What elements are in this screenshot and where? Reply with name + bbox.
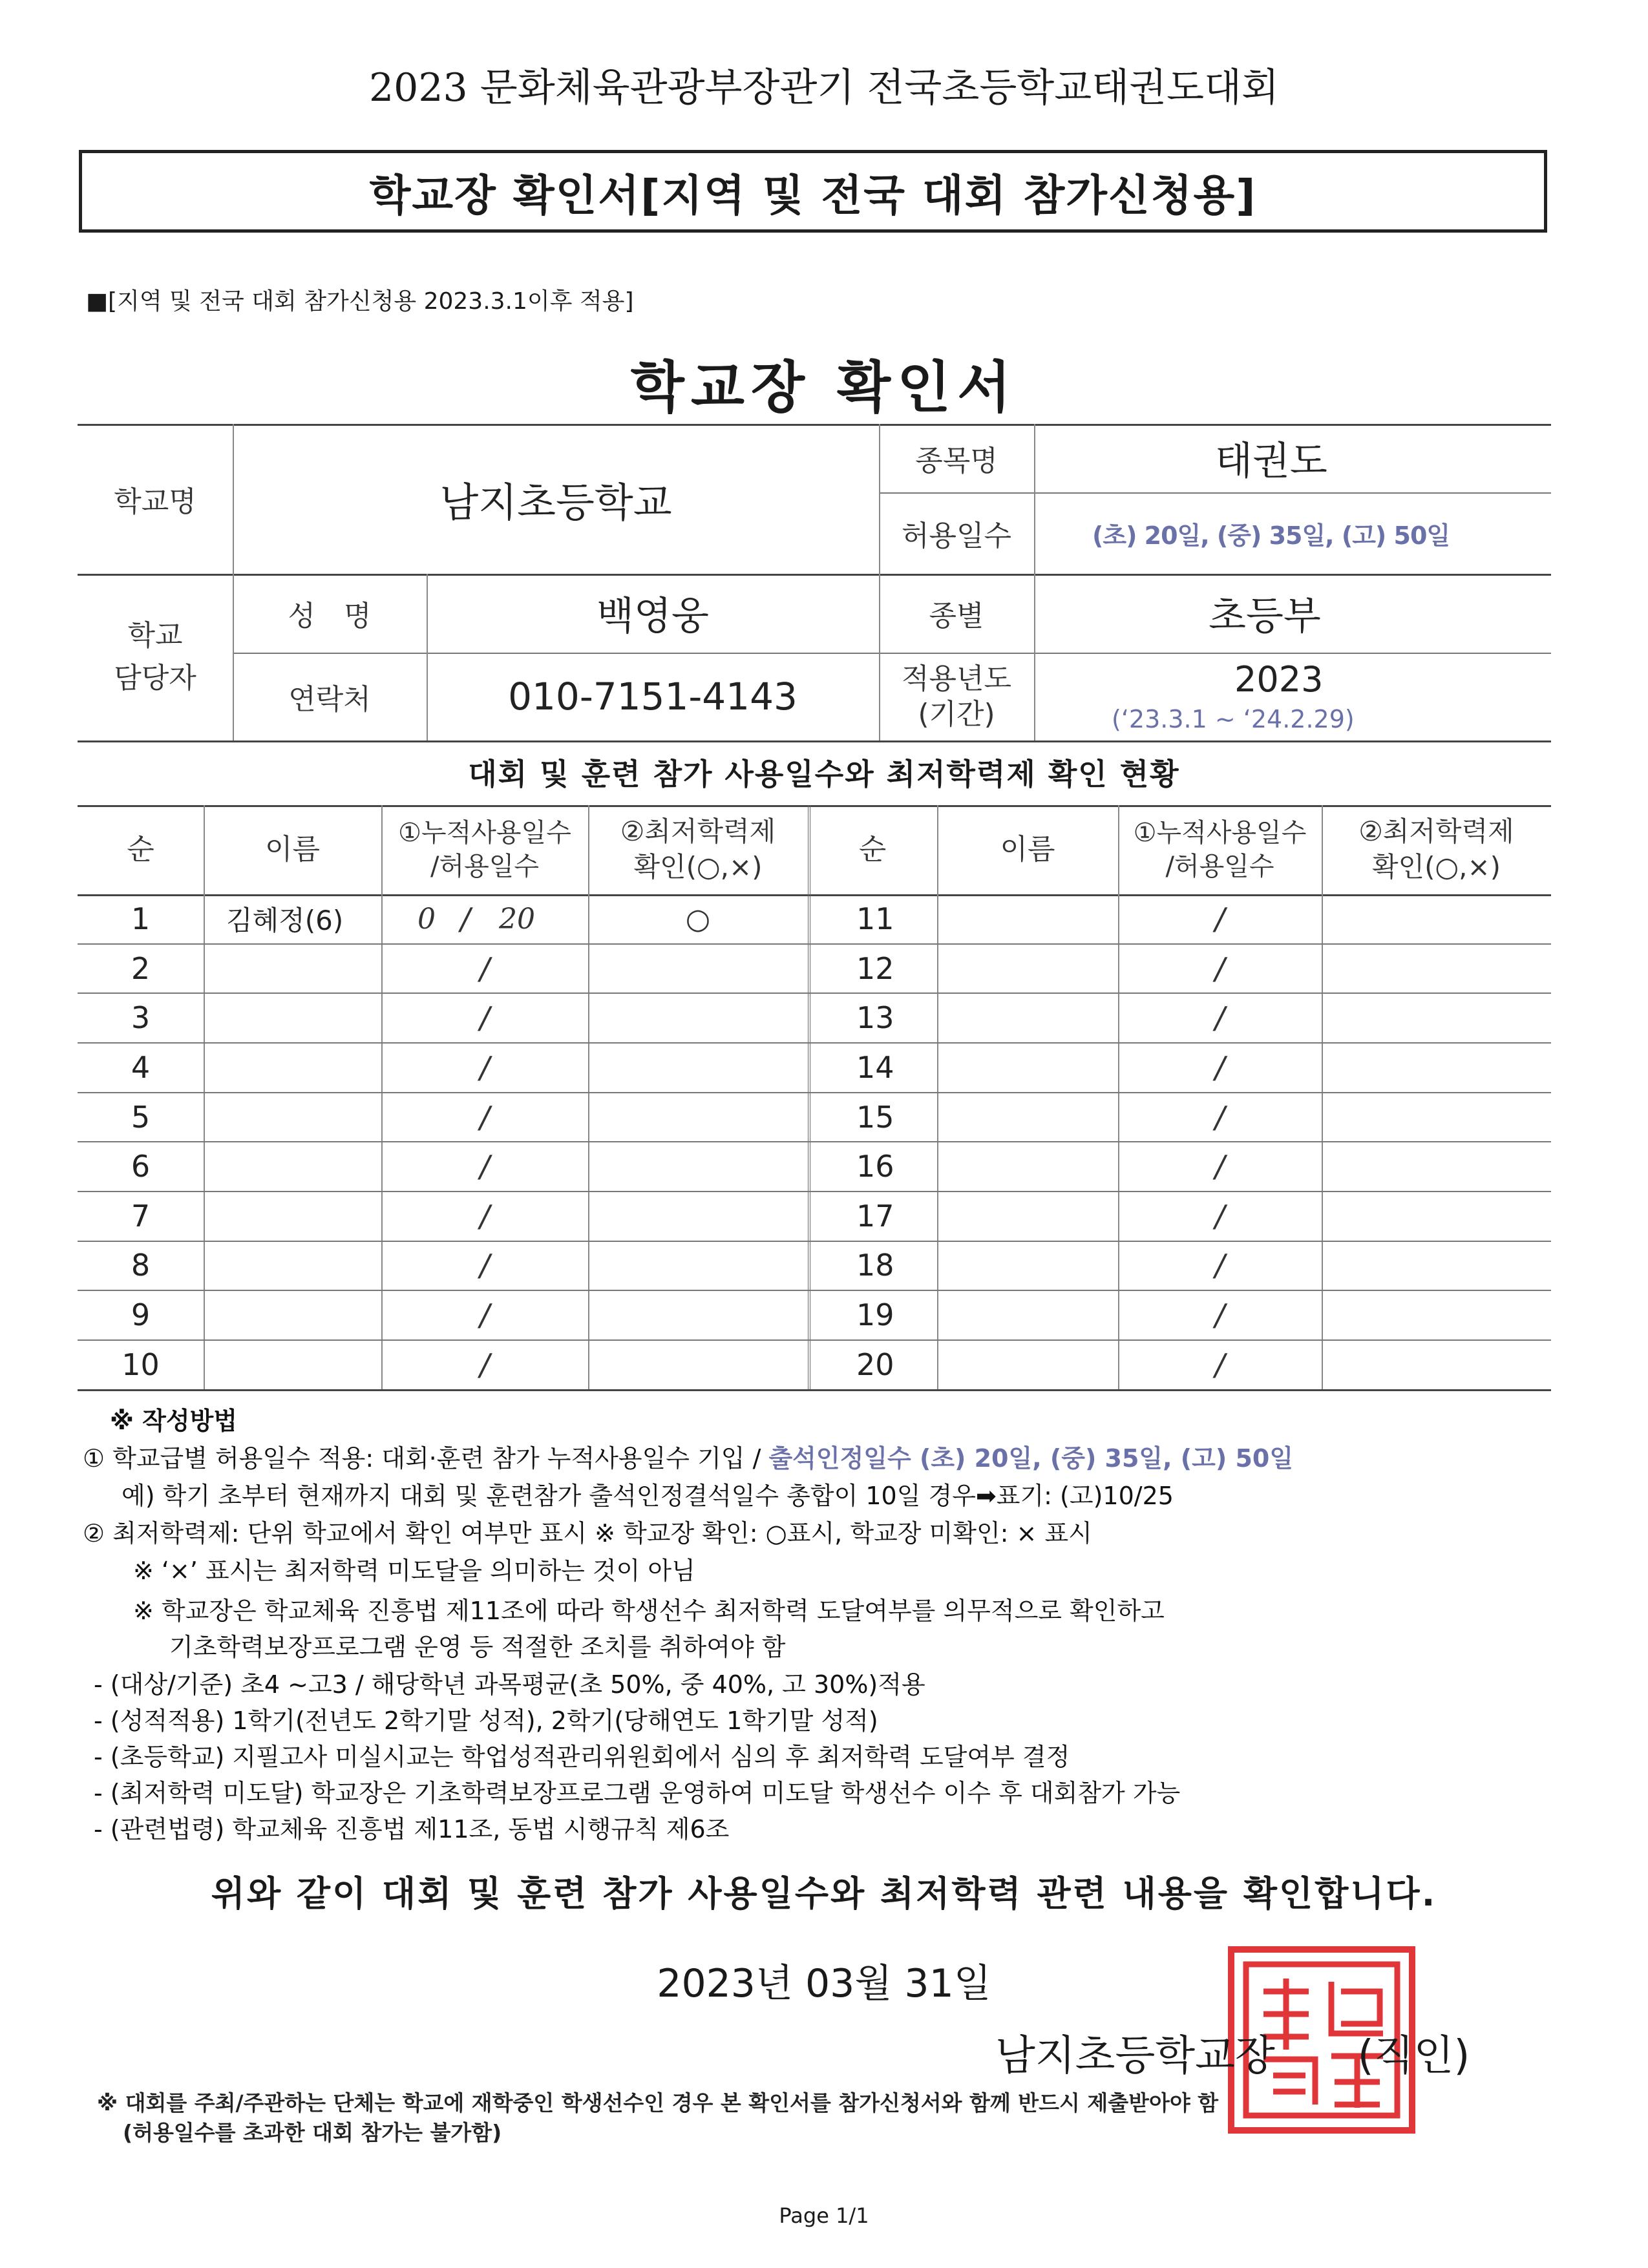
row-seq: 11 [856, 901, 894, 937]
row-days-separator: / [480, 1050, 490, 1086]
event-name-value: 태권도 [1215, 439, 1327, 484]
row-days-separator: / [1214, 1347, 1225, 1382]
instruction-note-1: ※ ‘×’ 표시는 최저학력 미도달을 의미하는 것이 아님 [133, 1557, 695, 1585]
row-academic-check [1322, 1192, 1551, 1241]
row-academic-check [588, 1043, 808, 1093]
row-name [937, 1092, 1118, 1142]
header-seq-left: 순 [127, 833, 154, 866]
division-label: 종별 [929, 600, 984, 633]
row-name [204, 1241, 381, 1290]
row-name [937, 1290, 1118, 1340]
row-seq: 4 [131, 1050, 151, 1086]
row-academic-check: ○ [685, 902, 711, 936]
row-seq: 15 [856, 1099, 894, 1135]
row-seq: 5 [131, 1099, 151, 1135]
instruction-bullet-1: - (대상/기준) 초4 ~고3 / 해당학년 과목평균(초 50%, 중 40%, 고 30%)적용 [94, 1670, 925, 1699]
row-academic-check [588, 1192, 808, 1241]
row-name [937, 1192, 1118, 1241]
row-seq: 3 [131, 1000, 151, 1036]
applicability-notice: ■[지역 및 전국 대회 참가신청용 2023.3.1이후 적용] [86, 288, 634, 315]
row-name [937, 1142, 1118, 1192]
row-academic-check [588, 1241, 808, 1290]
row-seq: 19 [856, 1297, 894, 1333]
row-seq: 20 [856, 1347, 894, 1382]
row-days-separator: / [480, 1248, 490, 1283]
row-academic-check [1322, 944, 1551, 994]
header-seq-right: 순 [858, 833, 887, 866]
row-name [204, 1290, 381, 1340]
row-name [937, 1339, 1118, 1389]
row-days-separator: / [1214, 1248, 1225, 1283]
row-days-separator: / [1214, 1149, 1225, 1184]
row-name [204, 944, 381, 994]
page-title: 학교장 확인서 [630, 355, 1018, 420]
row-days-separator: / [480, 1297, 490, 1333]
row-academic-check [588, 993, 808, 1043]
row-name [937, 1241, 1118, 1290]
row-seq: 14 [856, 1050, 894, 1086]
instruction-bullet-5: - (관련법령) 학교체육 진흥법 제11조, 동법 시행규칙 제6조 [94, 1815, 730, 1843]
row-days-separator: / [480, 1000, 490, 1036]
row-days-separator: / [1214, 1099, 1225, 1135]
contact-phone-value: 010-7151-4143 [508, 675, 798, 719]
row-academic-check [1322, 1339, 1551, 1389]
row-academic-check [1322, 1241, 1551, 1290]
instruction-bullet-4: - (최저학력 미도달) 학교장은 기초학력보장프로그램 운영하여 미도달 학생선수 이수 후 대회참가 가능 [94, 1779, 1181, 1807]
header-name-right: 이름 [1000, 833, 1055, 866]
header-name-left: 이름 [264, 833, 320, 866]
row-days-separator: / [460, 901, 470, 937]
school-name-label: 학교명 [114, 485, 196, 518]
instruction-bullet-3: - (초등학교) 지필고사 미실시교는 학업성적관리위원회에서 심의 후 최저학력 도달여부 결정 [94, 1743, 1070, 1771]
year-label: 적용년도 (기간) [901, 662, 1011, 731]
row-academic-check [1322, 1290, 1551, 1340]
period-value: (‘23.3.1 ~ ‘24.2.29) [1112, 705, 1355, 733]
instruction-note-2: ※ 학교장은 학교체육 진흥법 제11조에 따라 학생선수 최저학력 도달여부를 의무적으로 확인하고 [133, 1597, 1165, 1625]
row-days-separator: / [1214, 1297, 1225, 1333]
contact-name-label: 성 명 [288, 600, 372, 633]
row-academic-check [588, 1339, 808, 1389]
row-seq: 16 [856, 1149, 894, 1184]
row-seq: 12 [856, 950, 894, 986]
row-seq: 8 [131, 1248, 151, 1283]
row-seq: 1 [131, 901, 151, 937]
row-name [204, 1192, 381, 1241]
row-seq: 18 [856, 1248, 894, 1283]
row-academic-check [1322, 894, 1551, 944]
row-days-separator: / [1214, 901, 1225, 937]
row-name [937, 944, 1118, 994]
row-academic-check [1322, 993, 1551, 1043]
row-academic-check [588, 944, 808, 994]
confirmation-statement: 위와 같이 대회 및 훈련 참가 사용일수와 최저학력 관련 내용을 확인합니다. [211, 1873, 1437, 1914]
row-days-separator: / [480, 1099, 490, 1135]
instruction-item-2: ② 최저학력제: 단위 학교에서 확인 여부만 표시 ※ 학교장 확인: ○표시, 학교장 미확인: × 표시 [83, 1519, 1092, 1548]
instruction-item-1 [83, 1438, 1293, 1474]
contact-name-value: 백영웅 [597, 594, 709, 639]
row-name [937, 1043, 1118, 1093]
year-value: 2023 [1234, 658, 1324, 700]
row-name [204, 1142, 381, 1192]
footnote-line-2: (허용일수를 초과한 대회 참가는 불가함) [123, 2120, 502, 2146]
row-days-separator: / [480, 950, 490, 986]
issue-date: 2023년 03월 31일 [657, 1961, 991, 2006]
year-cell [1034, 653, 1551, 740]
document-box-title: 학교장 확인서[지역 및 전국 대회 참가신청용] [79, 150, 1547, 233]
instruction-item-1-highlight: 출석인정일수 (초) 20일, (중) 35일, (고) 50일 [768, 1444, 1294, 1473]
allowed-days-value: (초) 20일, (중) 35일, (고) 50일 [1092, 521, 1450, 550]
row-seq: 9 [131, 1297, 151, 1333]
row-academic-check [1322, 1043, 1551, 1093]
row-seq: 7 [131, 1198, 151, 1234]
instructions-heading: ※ 작성방법 [110, 1407, 238, 1435]
row-academic-check [588, 1290, 808, 1340]
event-title: 2023 문화체육관광부장관기 전국초등학교태권도대회 [369, 65, 1279, 110]
header-academic-right: ②최저학력제 확인(○,×) [1358, 815, 1514, 883]
row-days-separator: / [480, 1198, 490, 1234]
row-days-separator: / [1214, 1000, 1225, 1036]
instruction-note-2b: 기초학력보장프로그램 운영 등 적절한 조치를 취하여야 함 [169, 1633, 786, 1661]
school-name-value: 남지초등학교 [439, 478, 672, 526]
row-name [937, 993, 1118, 1043]
row-days-separator: / [480, 1347, 490, 1382]
row-days-separator: / [1214, 950, 1225, 986]
row-name [204, 1043, 381, 1093]
division-value: 초등부 [1209, 594, 1321, 639]
row-seq: 13 [856, 1000, 894, 1036]
row-academic-check [588, 1092, 808, 1142]
row-name [204, 1339, 381, 1389]
instruction-item-1-example: 예) 학기 초부터 현재까지 대회 및 훈련참가 출석인정결석일수 총합이 10일 경우➡표기: (고)10/25 [121, 1482, 1174, 1510]
row-academic-check [1322, 1092, 1551, 1142]
header-days-left: ①누적사용일수 /허용일수 [398, 818, 571, 881]
row-seq: 6 [131, 1149, 151, 1184]
row-days-separator: / [1214, 1050, 1225, 1086]
page-number: Page 1/1 [779, 2203, 869, 2228]
principal-signature: 남지초등학교장 (직인) [995, 2032, 1470, 2080]
allowed-days-label: 허용일수 [901, 520, 1011, 552]
row-seq: 2 [131, 950, 151, 986]
row-academic-check [1322, 1142, 1551, 1192]
row-allowed-days: 20 [499, 902, 535, 936]
contact-phone-label: 연락처 [288, 683, 371, 716]
header-days-right: ①누적사용일수 /허용일수 [1133, 818, 1307, 881]
footnote [97, 2088, 1218, 2148]
instruction-bullet-2: - (성적적용) 1학기(전년도 2학기말 성적), 2학기(당해연도 1학기말 성적) [94, 1706, 878, 1735]
row-used-days: 0 [417, 902, 436, 936]
row-name [937, 894, 1118, 944]
row-seq: 17 [856, 1198, 894, 1234]
row-name [204, 993, 381, 1043]
instruction-item-1-text: ① 학교급별 허용일수 적용: 대회·훈련 참가 누적사용일수 기입 / [83, 1444, 769, 1473]
row-days-separator: / [1214, 1198, 1225, 1234]
status-section-title: 대회 및 훈련 참가 사용일수와 최저학력제 확인 현황 [468, 757, 1180, 792]
row-seq: 10 [121, 1347, 160, 1382]
footnote-line-1: ※ 대회를 주최/주관하는 단체는 학교에 재학중인 학생선수인 경우 본 확인서를 참가신청서와 함께 반드시 제출받아야 함 [97, 2090, 1219, 2116]
event-name-label: 종목명 [915, 445, 998, 478]
row-name [204, 1092, 381, 1142]
header-academic-left: ②최저학력제 확인(○,×) [620, 815, 776, 883]
row-academic-check [588, 1142, 808, 1192]
row-name: 김혜정(6) [226, 905, 344, 937]
contact-group-label: 학교 담당자 [114, 619, 196, 695]
row-days-separator: / [480, 1149, 490, 1184]
